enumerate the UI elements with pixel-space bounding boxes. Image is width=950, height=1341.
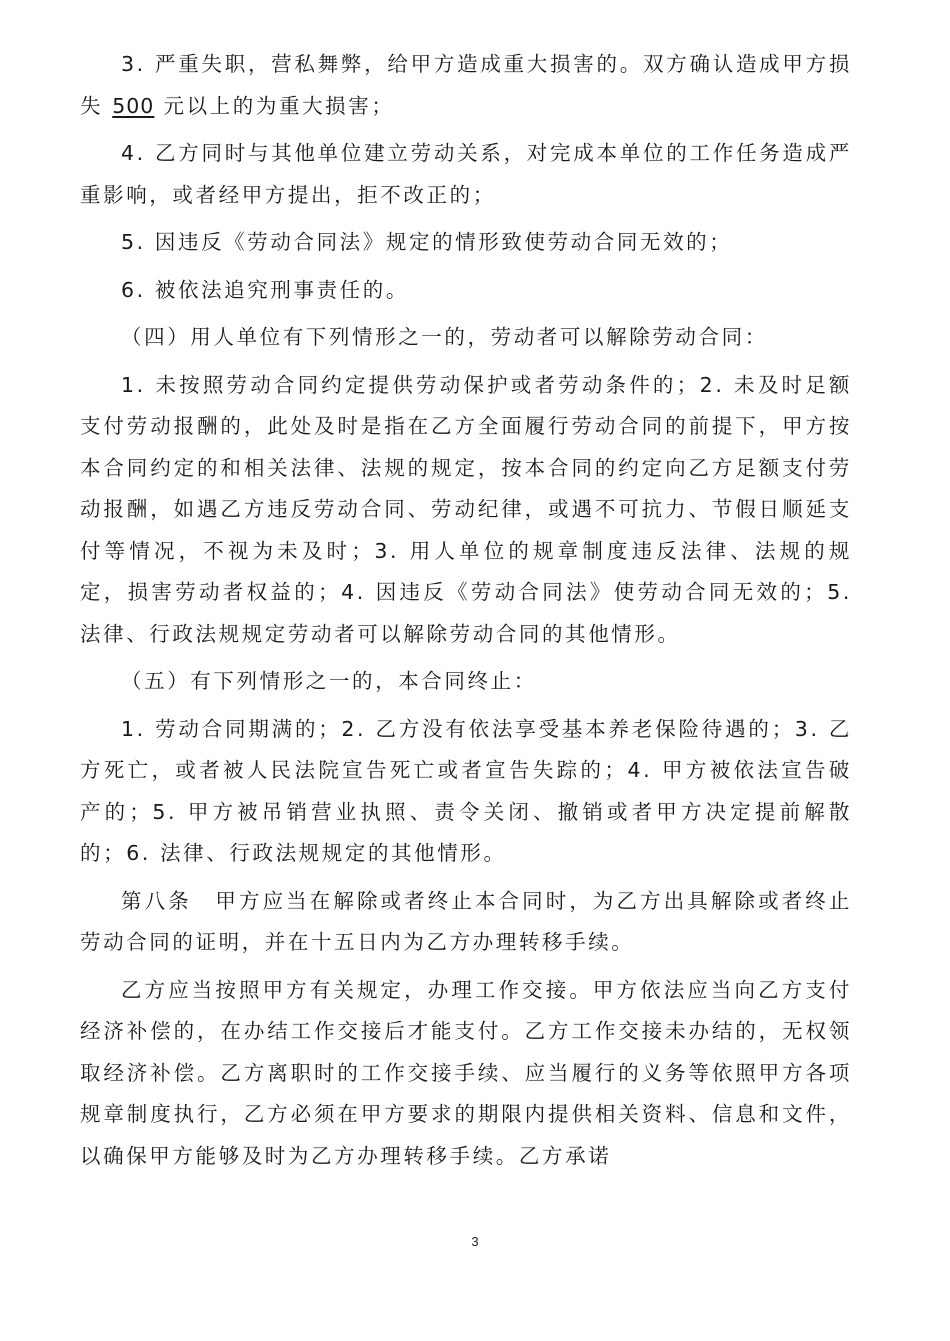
- paragraph-clause-3: [80, 44, 852, 127]
- paragraph-section-4-heading: （四）用人单位有下列情形之一的，劳动者可以解除劳动合同：: [121, 325, 768, 349]
- paragraph-clause-4: 4. 乙方同时与其他单位建立劳动关系，对完成本单位的工作任务造成严重影响，或者经甲方提出，拒不改正的；: [80, 141, 852, 207]
- page-number: 3: [471, 1234, 479, 1249]
- paragraph-article-8: 第八条 甲方应当在解除或者终止本合同时，为乙方出具解除或者终止劳动合同的证明，并在十五日内为乙方办理转移手续。: [80, 888, 852, 954]
- paragraph-section-4-items: 1. 未按照劳动合同约定提供劳动保护或者劳动条件的；2. 未及时足额支付劳动报酬的，此处及时是指在乙方全面履行劳动合同的前提下，甲方按本合同约定的和相关法律、法规的规定，按本合同的约定向乙方足额支付劳动报酬，如遇乙方违反劳动合同、劳动纪律，或遇不可抗力、节假日顺延支付等情况，不视为未及时；3. 用人单位的规章制度违反法律、法规的规定，损害劳动者权益的；4. 因违反《劳动合同法》使劳动合同无效的；5. 法律、行政法规规定劳动者可以解除劳动合同的其他情形。: [80, 372, 852, 646]
- clause-3-text-a: 3. 严重失职，营私舞弊，给甲方造成重大损害的。双方确认造成甲方损失: [80, 52, 852, 118]
- paragraph-clause-5: 5. 因违反《劳动合同法》规定的情形致使劳动合同无效的；: [121, 230, 733, 254]
- document-body: [80, 44, 852, 1177]
- clause-3-text-b: 元以上的为重大损害；: [154, 93, 395, 118]
- paragraph-handover: 乙方应当按照甲方有关规定，办理工作交接。甲方依法应当向乙方支付经济补偿的，在办结工作交接后才能支付。乙方工作交接未办结的，无权领取经济补偿。乙方离职时的工作交接手续、应当履行的义务等依照甲方各项规章制度执行，乙方必须在甲方要求的期限内提供相关资料、信息和文件，以确保甲方能够及时为乙方办理转移手续。乙方承诺: [80, 977, 852, 1168]
- loss-amount-field: 500: [112, 93, 155, 118]
- paragraph-clause-6: 6. 被依法追究刑事责任的。: [121, 277, 409, 302]
- paragraph-section-5-heading: （五）有下列情形之一的，本合同终止：: [121, 669, 537, 693]
- paragraph-section-5-items: 1. 劳动合同期满的；2. 乙方没有依法享受基本养老保险待遇的；3. 乙方死亡，或者被人民法院宣告死亡或者宣告失踪的；4. 甲方被依法宣告破产的；5. 甲方被吊销营业执照、责令关闭、撤销或者甲方决定提前解散的；6. 法律、行政法规规定的其他情形。: [80, 716, 852, 865]
